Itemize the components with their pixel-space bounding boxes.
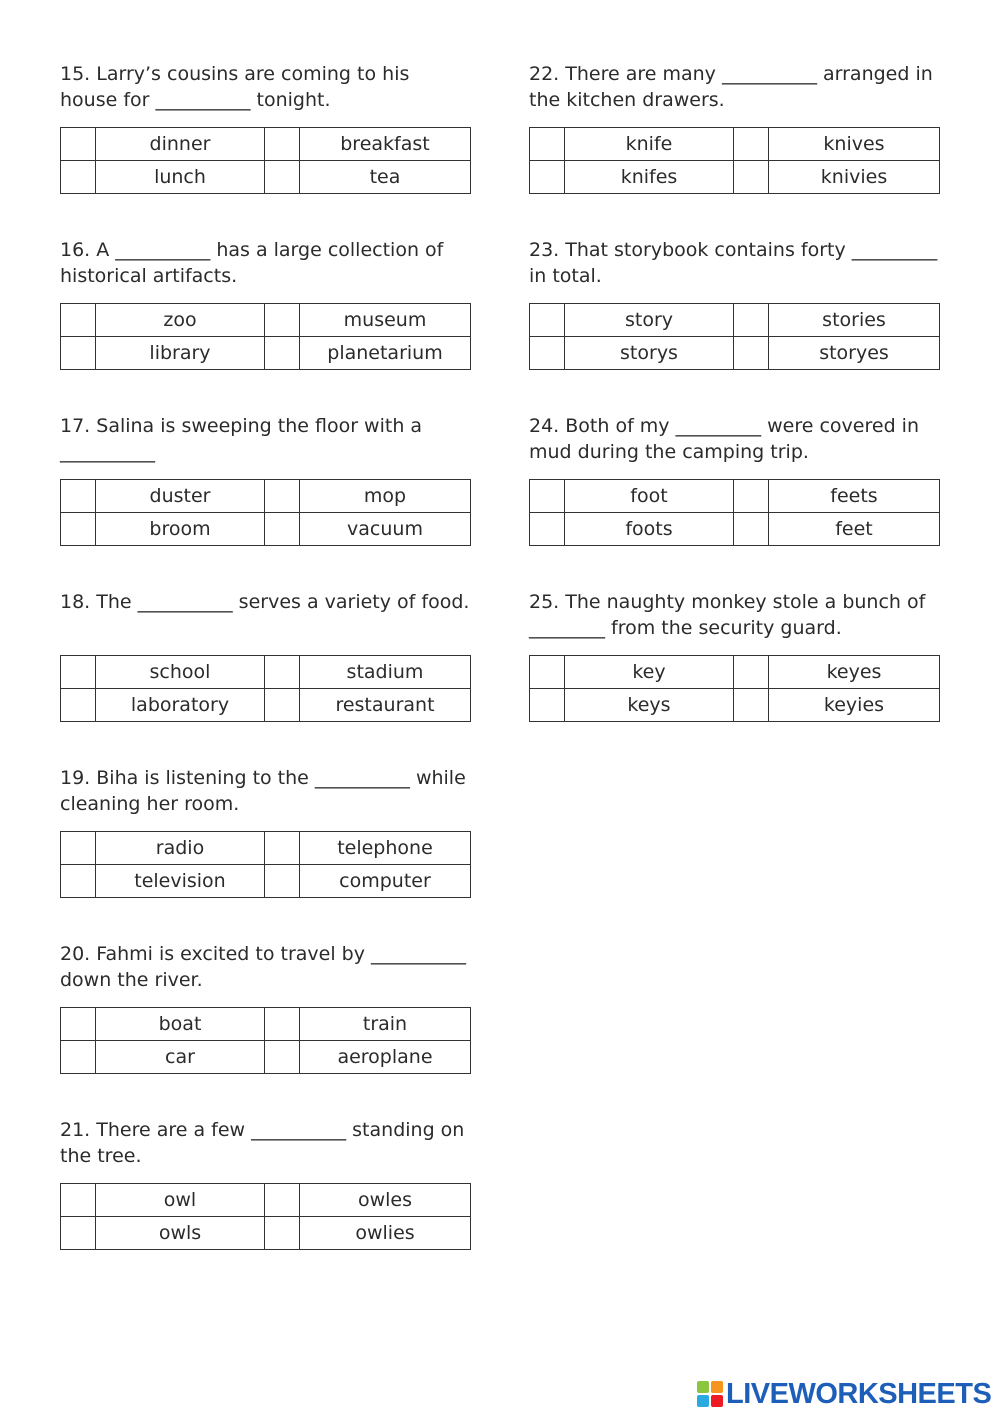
answer-box[interactable]: [61, 1217, 96, 1250]
answer-box[interactable]: [265, 480, 300, 513]
option-label: owlies: [300, 1217, 471, 1250]
option-label: owls: [96, 1217, 265, 1250]
answer-box[interactable]: [265, 1041, 300, 1074]
question-20: [60, 941, 470, 1068]
question-text: 19. Biha is listening to the __________ while cleaning her room.: [60, 767, 466, 815]
options-table: [529, 655, 940, 722]
option-label: radio: [96, 832, 265, 865]
option-label: television: [96, 865, 265, 898]
logo-tile: [697, 1381, 709, 1393]
option-label: car: [96, 1041, 265, 1074]
option-label: feet: [769, 513, 940, 546]
option-label: keys: [565, 689, 734, 722]
question-16: [60, 237, 470, 364]
answer-box[interactable]: [61, 1008, 96, 1041]
question-text: 16. A __________ has a large collection of historical artifacts.: [60, 239, 444, 287]
option-label: keyes: [769, 656, 940, 689]
option-label: zoo: [96, 304, 265, 337]
option-label: telephone: [300, 832, 471, 865]
options-table: [60, 1007, 471, 1074]
option-label: stadium: [300, 656, 471, 689]
question-text: 23. That storybook contains forty _________ in total.: [529, 239, 938, 287]
option-label: keyies: [769, 689, 940, 722]
answer-box[interactable]: [61, 656, 96, 689]
question-24: [529, 413, 939, 540]
options-table: [529, 303, 940, 370]
answer-box[interactable]: [265, 1217, 300, 1250]
answer-box[interactable]: [734, 656, 769, 689]
answer-box[interactable]: [734, 128, 769, 161]
answer-box[interactable]: [734, 161, 769, 194]
answer-box[interactable]: [530, 656, 565, 689]
answer-box[interactable]: [734, 304, 769, 337]
option-label: boat: [96, 1008, 265, 1041]
answer-box[interactable]: [530, 128, 565, 161]
answer-box[interactable]: [734, 513, 769, 546]
option-label: mop: [300, 480, 471, 513]
answer-box[interactable]: [61, 865, 96, 898]
answer-box[interactable]: [530, 337, 565, 370]
answer-box[interactable]: [61, 161, 96, 194]
answer-box[interactable]: [61, 337, 96, 370]
option-label: dinner: [96, 128, 265, 161]
option-label: storyes: [769, 337, 940, 370]
option-label: owles: [300, 1184, 471, 1217]
options-table: [60, 655, 471, 722]
option-label: feets: [769, 480, 940, 513]
question-text: 20. Fahmi is excited to travel by __________ down the river.: [60, 943, 467, 991]
option-label: computer: [300, 865, 471, 898]
question-19: [60, 765, 470, 892]
options-table: [60, 479, 471, 546]
answer-box[interactable]: [265, 513, 300, 546]
question-21: [60, 1117, 470, 1244]
answer-box[interactable]: [61, 480, 96, 513]
question-text: 15. Larry’s cousins are coming to his house for __________ tonight.: [60, 63, 410, 111]
answer-box[interactable]: [265, 1184, 300, 1217]
option-label: school: [96, 656, 265, 689]
option-label: lunch: [96, 161, 265, 194]
option-label: vacuum: [300, 513, 471, 546]
answer-box[interactable]: [61, 1184, 96, 1217]
question-15: [60, 61, 470, 188]
option-label: story: [565, 304, 734, 337]
logo-tile: [711, 1381, 723, 1393]
option-label: key: [565, 656, 734, 689]
options-table: [60, 127, 471, 194]
logo-mark-icon: [697, 1381, 723, 1407]
logo-text: LIVEWORKSHEETS: [726, 1377, 992, 1410]
answer-box[interactable]: [734, 337, 769, 370]
answer-box[interactable]: [265, 304, 300, 337]
option-label: knivies: [769, 161, 940, 194]
option-label: laboratory: [96, 689, 265, 722]
option-label: storys: [565, 337, 734, 370]
answer-box[interactable]: [265, 656, 300, 689]
question-18: [60, 589, 470, 716]
answer-box[interactable]: [265, 161, 300, 194]
option-label: foots: [565, 513, 734, 546]
question-25: [529, 589, 939, 716]
answer-box[interactable]: [61, 832, 96, 865]
logo-tile: [711, 1395, 723, 1407]
answer-box[interactable]: [61, 304, 96, 337]
option-label: knifes: [565, 161, 734, 194]
answer-box[interactable]: [530, 480, 565, 513]
option-label: museum: [300, 304, 471, 337]
answer-box[interactable]: [265, 1008, 300, 1041]
answer-box[interactable]: [530, 513, 565, 546]
answer-box[interactable]: [265, 832, 300, 865]
answer-box[interactable]: [265, 337, 300, 370]
answer-box[interactable]: [61, 513, 96, 546]
answer-box[interactable]: [530, 689, 565, 722]
option-label: duster: [96, 480, 265, 513]
option-label: knife: [565, 128, 734, 161]
answer-box[interactable]: [61, 128, 96, 161]
answer-box[interactable]: [734, 480, 769, 513]
question-22: [529, 61, 939, 188]
option-label: knives: [769, 128, 940, 161]
options-table: [60, 831, 471, 898]
question-23: [529, 237, 939, 364]
option-label: restaurant: [300, 689, 471, 722]
options-table: [529, 127, 940, 194]
question-text: 21. There are a few __________ standing on the tree.: [60, 1119, 465, 1167]
question-text: 17. Salina is sweeping the floor with a __________: [60, 415, 423, 463]
option-label: aeroplane: [300, 1041, 471, 1074]
answer-box[interactable]: [265, 689, 300, 722]
question-text: 25. The naughty monkey stole a bunch of ________ from the security guard.: [529, 591, 926, 639]
option-label: breakfast: [300, 128, 471, 161]
option-label: train: [300, 1008, 471, 1041]
answer-box[interactable]: [265, 128, 300, 161]
liveworksheets-logo: [697, 1378, 993, 1410]
answer-box[interactable]: [265, 865, 300, 898]
question-text: 18. The __________ serves a variety of food.: [60, 591, 470, 613]
option-label: foot: [565, 480, 734, 513]
options-table: [60, 303, 471, 370]
option-label: owl: [96, 1184, 265, 1217]
option-label: planetarium: [300, 337, 471, 370]
option-label: stories: [769, 304, 940, 337]
question-text: 22. There are many __________ arranged in the kitchen drawers.: [529, 63, 933, 111]
answer-box[interactable]: [530, 161, 565, 194]
options-table: [529, 479, 940, 546]
answer-box[interactable]: [734, 689, 769, 722]
answer-box[interactable]: [530, 304, 565, 337]
answer-box[interactable]: [61, 1041, 96, 1074]
option-label: broom: [96, 513, 265, 546]
option-label: library: [96, 337, 265, 370]
option-label: tea: [300, 161, 471, 194]
options-table: [60, 1183, 471, 1250]
question-text: 24. Both of my _________ were covered in mud during the camping trip.: [529, 415, 919, 463]
question-17: [60, 413, 470, 540]
answer-box[interactable]: [61, 689, 96, 722]
logo-tile: [697, 1395, 709, 1407]
